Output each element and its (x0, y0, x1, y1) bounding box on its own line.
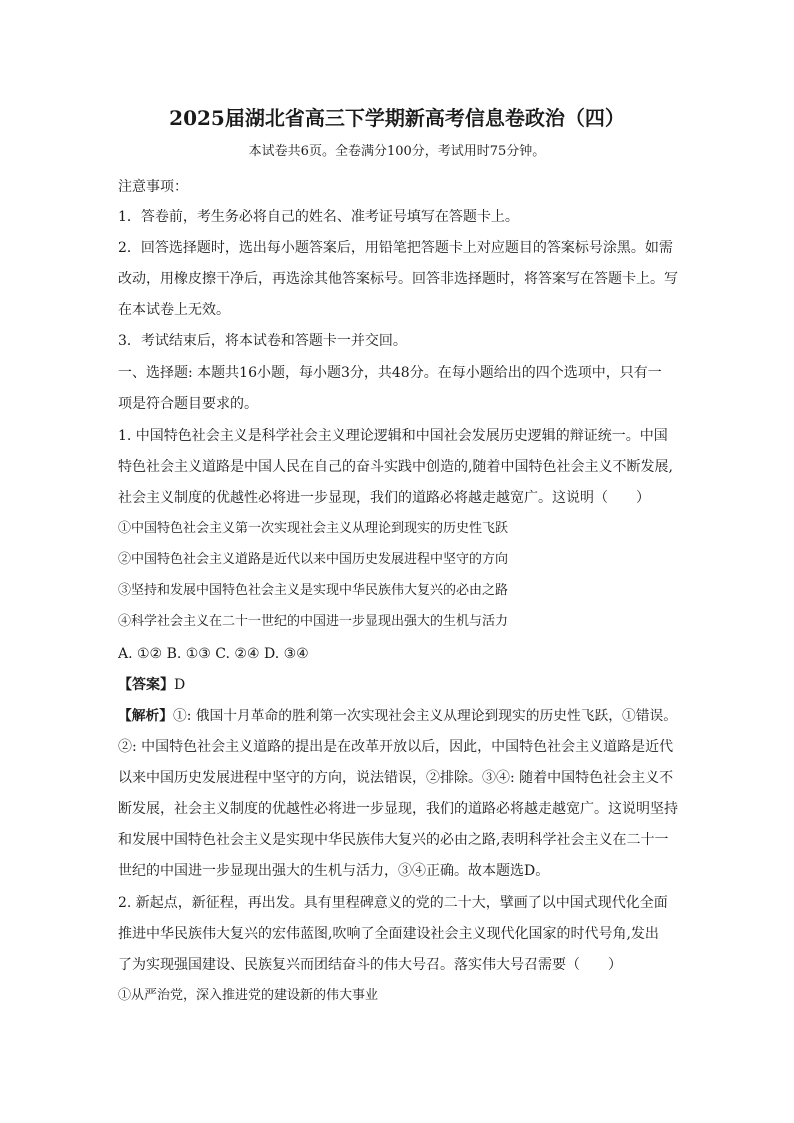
section-heading-line-1: 一、选择题: 本题共16小题，每小题3分，共48分。在每小题给出的四个选项中，只有一 (118, 365, 662, 381)
q2-stem-line-1: 2. 新起点，新征程，再出发。具有里程碑意义的党的二十大，擘画了以中国式现代化全面 (118, 895, 668, 911)
answer-value: D (174, 677, 186, 693)
q1-option-1: ①中国特色社会主义第一次实现社会主义从理论到现实的历史性飞跃 (118, 521, 509, 536)
q1-analysis-line-1 (118, 705, 677, 727)
analysis-text: ①: 俄国十月革命的胜利第一次实现社会主义从理论到现实的历史性飞跃，①错误。 (173, 708, 678, 724)
q1-stem-line-2: 特色社会主义道路是中国人民在自己的奋斗实践中创造的,随着中国特色社会主义不断发展, (118, 459, 673, 475)
q1-analysis-line-4: 断发展，社会主义制度的优越性必将进一步显现，我们的道路必将越走越宽广。这说明坚持 (118, 801, 678, 817)
exam-subtitle: 本试卷共6页。全卷满分100分，考试用时75分钟。 (248, 144, 546, 159)
analysis-label: 【解析】 (118, 708, 174, 724)
q1-analysis-line-3: 以来中国历史发展进程中坚守的方向，说法错误，②排除。③④: 随着中国特色社会主义不 (118, 770, 674, 786)
q1-analysis-line-6: 世纪的中国进一步显现出强大的生机与活力，③④正确。故本题选D。 (118, 863, 550, 879)
q2-stem-line-3: 了为实现强国建设、民族复兴而团结奋斗的伟大号召。落实伟大号召需要（ ） (118, 957, 622, 973)
notice-item-2-line-2: 改动，用橡皮擦干净后，再选涂其他答案标号。回答非选择题时，将答案写在答题卡上。写 (118, 271, 678, 287)
q2-stem-line-2: 推进中华民族伟大复兴的宏伟蓝图,吹响了全面建设社会主义现代化国家的时代号角,发出 (118, 926, 659, 942)
q1-option-2: ②中国特色社会主义道路是近代以来中国历史发展进程中坚守的方向 (118, 552, 509, 567)
notice-item-2-line-1: 2．回答选择题时，选出每小题答案后，用铅笔把答题卡上对应题目的答案标号涂黑。如需 (118, 240, 673, 256)
notice-item-2-line-3: 在本试卷上无效。 (118, 302, 230, 318)
section-heading-line-2: 项是符合题目要求的。 (118, 396, 258, 412)
notice-item-3: 3．考试结束后，将本试卷和答题卡一并交回。 (118, 333, 407, 349)
q1-choices: A. ①② B. ①③ C. ②④ D. ③④ (118, 646, 309, 662)
q1-stem-line-3: 社会主义制度的优越性必将进一步显现，我们的道路必将越走越宽广。这说明（ ） (118, 490, 650, 506)
q1-stem-line-1: 1. 中国特色社会主义是科学社会主义理论逻辑和中国社会发展历史逻辑的辩证统一。中国 (118, 428, 668, 444)
q1-analysis-line-2: ②: 中国特色社会主义道路的提出是在改革开放以后，因此，中国特色社会主义道路是近代 (118, 739, 674, 755)
notice-item-1: 1．答卷前，考生务必将自己的姓名、准考证号填写在答题卡上。 (118, 209, 519, 225)
exam-title: 2025届湖北省高三下学期新高考信息卷政治（四） (169, 106, 625, 130)
notice-heading: 注意事项： (118, 179, 188, 195)
q2-option-1: ①从严治党，深入推进党的建设新的伟大事业 (118, 988, 379, 1003)
q1-analysis-line-5: 和发展中国特色社会主义是实现中华民族伟大复兴的必由之路,表明科学社会主义在二十一 (118, 832, 669, 848)
q1-option-4: ④科学社会主义在二十一世纪的中国进一步显现出强大的生机与活力 (118, 614, 509, 629)
answer-label: 【答案】 (118, 677, 174, 693)
q1-answer (118, 674, 185, 696)
q1-option-3: ③坚持和发展中国特色社会主义是实现中华民族伟大复兴的必由之路 (118, 583, 509, 598)
